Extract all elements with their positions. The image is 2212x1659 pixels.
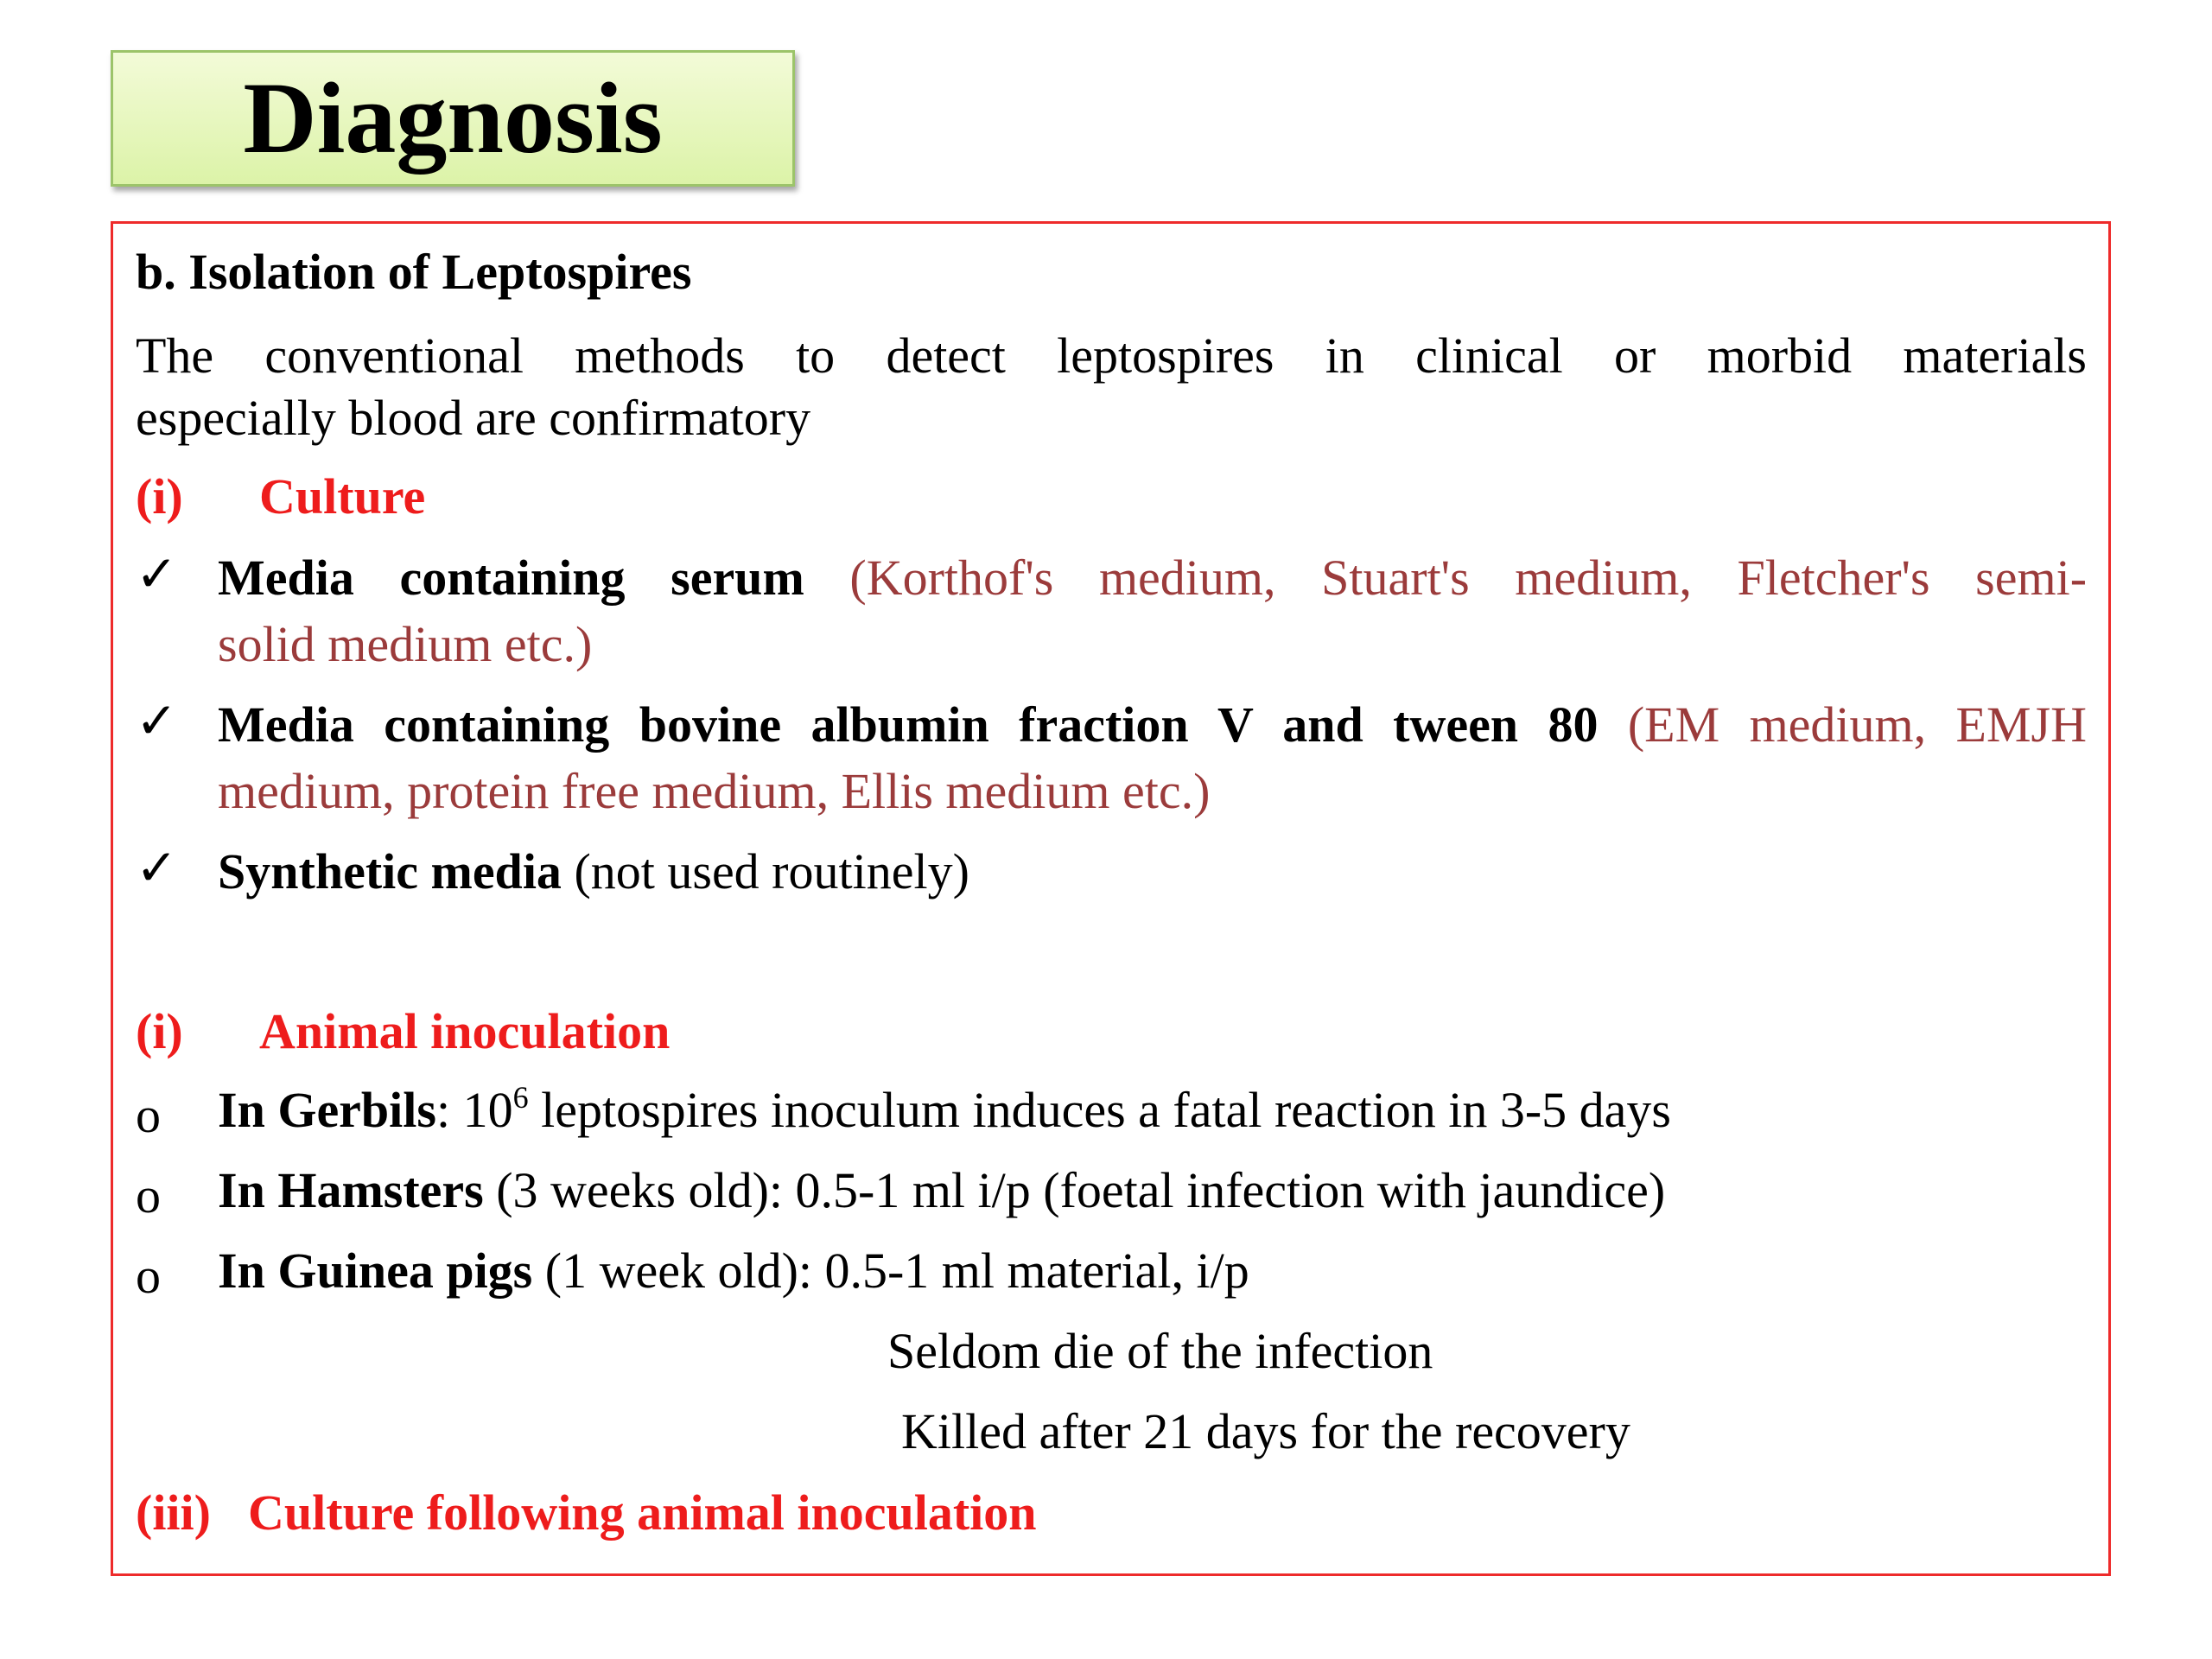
check-icon: ✓ bbox=[136, 693, 178, 749]
list-item bbox=[218, 1080, 1671, 1138]
circle-bullet-icon: o bbox=[136, 1167, 161, 1224]
check-icon: ✓ bbox=[136, 546, 178, 602]
item-bold: In Hamsters bbox=[218, 1162, 484, 1218]
item-detail: (Korthof's medium, Stuart's medium, Fletcher's semi- bbox=[849, 550, 2088, 606]
item-detail: (EM medium, EMJH bbox=[1627, 696, 2087, 753]
section-heading: b. Isolation of Leptospires bbox=[136, 244, 692, 300]
circle-bullet-icon: o bbox=[136, 1087, 161, 1143]
culture-heading: Culture bbox=[259, 468, 426, 524]
item-bold: In Guinea pigs bbox=[218, 1243, 533, 1299]
circle-bullet-icon: o bbox=[136, 1248, 161, 1304]
item-bold: Synthetic media bbox=[218, 843, 562, 899]
final-number: (iii) bbox=[136, 1484, 211, 1541]
item-bold: Media containing serum bbox=[218, 550, 804, 606]
item-detail-cont: medium, protein free medium, Ellis medium etc.) bbox=[218, 763, 1211, 819]
check-icon: ✓ bbox=[136, 840, 178, 896]
note-line-1: Seldom die of the infection bbox=[887, 1323, 1433, 1379]
list-item bbox=[218, 550, 2088, 606]
superscript: 6 bbox=[512, 1080, 529, 1115]
slide-title: Diagnosis bbox=[243, 61, 663, 175]
final-heading: Culture following animal inoculation bbox=[248, 1484, 1037, 1541]
animal-heading: Animal inoculation bbox=[259, 1003, 671, 1059]
list-item bbox=[218, 1162, 1666, 1218]
note-line-2: Killed after 21 days for the recovery bbox=[901, 1403, 1630, 1459]
intro-line-1: The conventional methods to detect leptospires in clinical or morbid materials bbox=[136, 327, 2087, 384]
item-text: : 10 bbox=[436, 1082, 513, 1138]
culture-number: (i) bbox=[136, 468, 183, 524]
item-bold: Media containing bovine albumin fraction V and tween 80 bbox=[218, 696, 1599, 753]
list-item bbox=[218, 696, 2087, 753]
item-text: leptospires inoculum induces a fatal reaction in 3-5 days bbox=[528, 1082, 1671, 1138]
title-box bbox=[111, 50, 795, 187]
animal-number: (i) bbox=[136, 1003, 183, 1059]
item-text: (3 weeks old): 0.5-1 ml i/p (foetal infection with jaundice) bbox=[483, 1162, 1666, 1218]
item-bold: In Gerbils bbox=[218, 1082, 436, 1138]
intro-line-2: especially blood are confirmatory bbox=[136, 390, 811, 446]
item-text: (1 week old): 0.5-1 ml material, i/p bbox=[532, 1243, 1249, 1299]
list-item bbox=[218, 843, 969, 899]
item-detail-cont: solid medium etc.) bbox=[218, 616, 593, 672]
list-item bbox=[218, 1243, 1249, 1299]
item-detail: (not used routinely) bbox=[574, 843, 969, 899]
